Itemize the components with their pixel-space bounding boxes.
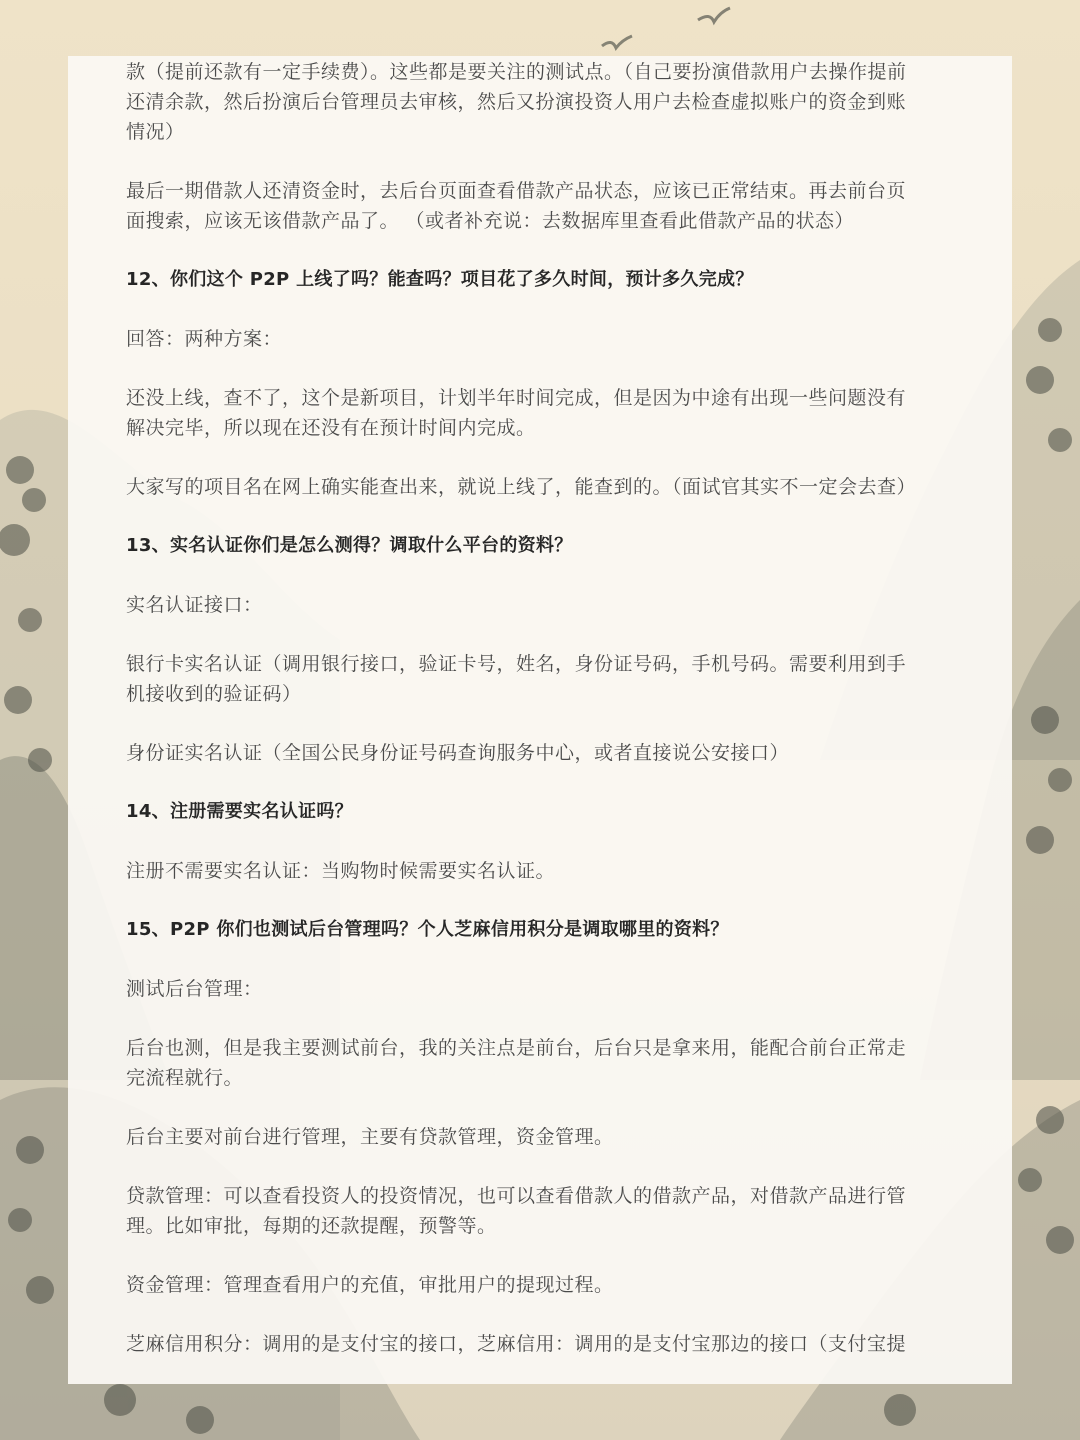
paragraph-fund-management: 资金管理：管理查看用户的充值，审批用户的提现过程。 bbox=[126, 1274, 614, 1296]
paragraph-sesame-credit: 芝麻信用积分：调用的是支付宝的接口，芝麻信用：调用的是支付宝那边的接口（支付宝提 bbox=[126, 1333, 907, 1355]
paragraph-online-searchable: 大家写的项目名在网上确实能查出来，就说上线了，能查到的。（面试官其实不一定会去查） bbox=[126, 476, 917, 498]
paragraph-loan-management: 贷款管理：可以查看投资人的投资情况，也可以查看借款人的借款产品，对借款产品进行管理。比如审批，每期的还款提醒，预警等。 bbox=[126, 1185, 907, 1237]
paragraph-not-online: 还没上线，查不了，这个是新项目，计划半年时间完成，但是因为中途有出现一些问题没有解决完毕，所以现在还没有在预计时间内完成。 bbox=[126, 387, 907, 439]
question-13-heading: 13、实名认证你们是怎么测得？调取什么平台的资料？ bbox=[126, 535, 573, 556]
paragraph-final-installment: 最后一期借款人还清资金时，去后台页面查看借款产品状态，应该已正常结束。再去前台页面搜索，应该无该借款产品了。 （或者补充说：去数据库里查看此借款产品的状态） bbox=[126, 180, 907, 232]
paragraph-prepayment-test-points: 款（提前还款有一定手续费）。这些都是要关注的测试点。（自己要扮演借款用户去操作提前还清余款，然后扮演后台管理员去审核，然后又扮演投资人用户去检查虚拟账户的资金到账情况） bbox=[126, 61, 907, 143]
document-body bbox=[126, 57, 922, 1359]
question-12-heading: 12、你们这个 P2P 上线了吗？能查吗？项目花了多久时间，预计多久完成？ bbox=[126, 269, 754, 290]
document-page bbox=[68, 56, 1012, 1384]
paragraph-backend-management: 后台主要对前台进行管理，主要有贷款管理，资金管理。 bbox=[126, 1126, 614, 1148]
paragraph-answer-two-options: 回答：两种方案： bbox=[126, 328, 283, 350]
paragraph-backend-also-tested: 后台也测，但是我主要测试前台，我的关注点是前台，后台只是拿来用，能配合前台正常走完流程就行。 bbox=[126, 1037, 907, 1089]
paragraph-bankcard-verification: 银行卡实名认证（调用银行接口，验证卡号，姓名，身份证号码，手机号码。需要利用到手机接收到的验证码） bbox=[126, 653, 907, 705]
paragraph-registration-no-realname: 注册不需要实名认证：当购物时候需要实名认证。 bbox=[126, 860, 556, 882]
paragraph-idcard-verification: 身份证实名认证（全国公民身份证号码查询服务中心，或者直接说公安接口） bbox=[126, 742, 790, 764]
question-15-heading: 15、P2P 你们也测试后台管理吗？个人芝麻信用积分是调取哪里的资料？ bbox=[126, 919, 729, 940]
paragraph-realname-api: 实名认证接口： bbox=[126, 594, 263, 616]
paragraph-backend-testing: 测试后台管理： bbox=[126, 978, 263, 1000]
question-14-heading: 14、注册需要实名认证吗？ bbox=[126, 801, 353, 822]
